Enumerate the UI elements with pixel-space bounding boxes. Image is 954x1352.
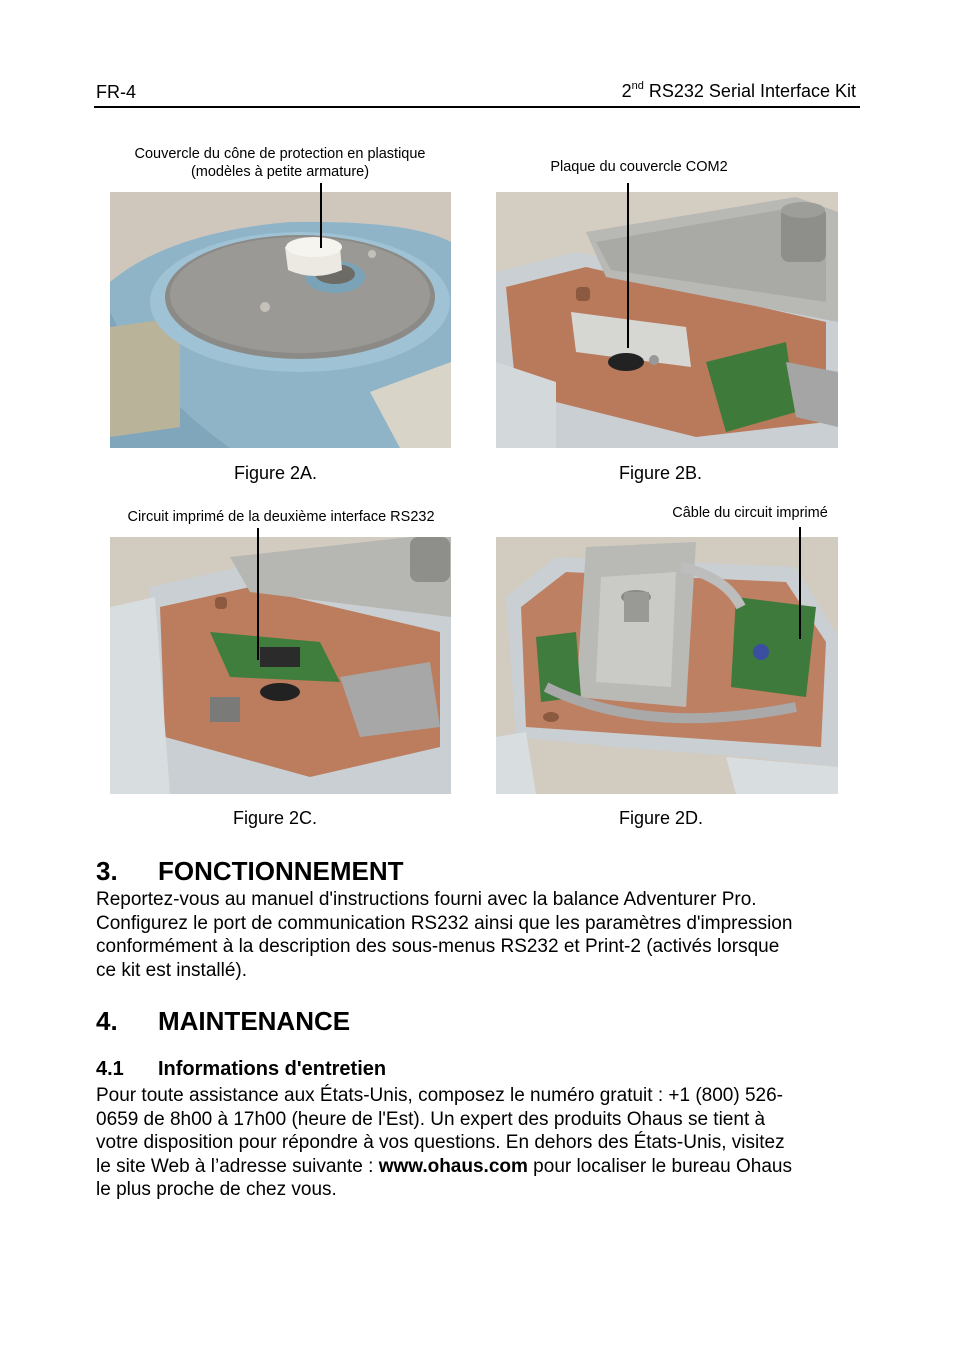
header-rule <box>94 106 860 108</box>
section-3-line-4: ce kit est installé). <box>96 959 247 981</box>
figure-2b-callout-line1: Plaque du couvercle COM2 <box>550 159 728 175</box>
figure-2c-leader-line <box>257 528 259 660</box>
section-3-body <box>96 888 866 982</box>
section-4-1-number: 4.1 <box>96 1058 124 1080</box>
title-rest: RS232 Serial Interface Kit <box>643 81 856 101</box>
section-4-1-heading <box>96 1058 386 1081</box>
document-title <box>622 80 856 102</box>
figure-2a-callout-line1: Couvercle du cône de protection en plastique <box>134 146 426 162</box>
section-4-1-line-4 <box>96 1155 866 1179</box>
figure-2a-callout <box>110 145 450 181</box>
figure-2c-callout-line1: Circuit imprimé de la deuxième interface RS232 <box>127 509 435 525</box>
figure-2b-label: Figure 2B. <box>619 463 703 483</box>
section-4-title: MAINTENANCE <box>158 1006 351 1036</box>
section-4-1-line-5: le plus proche de chez vous. <box>96 1179 337 1200</box>
figure-2a-leader-line <box>320 183 322 248</box>
page-number: FR-4 <box>96 82 136 102</box>
figure-2b-photo <box>496 192 838 448</box>
section-3-title: FONCTIONNEMENT <box>158 856 404 886</box>
figure-2c-photo <box>110 537 451 794</box>
figure-2d-label: Figure 2D. <box>619 808 704 828</box>
figure-2d-leader-line <box>799 527 801 639</box>
figure-2a-photo <box>110 192 451 448</box>
title-superscript: nd <box>631 80 644 92</box>
section-4-1-body <box>96 1084 866 1202</box>
section-3-number: 3. <box>96 856 118 886</box>
figure-2b-callout <box>496 158 782 176</box>
section-4-heading <box>96 1006 350 1037</box>
figure-2b-leader-line <box>627 183 629 348</box>
section-3-line-2: Configurez le port de communication RS232 ainsi que les paramètres d'impression <box>96 912 793 934</box>
figure-2a-callout-line2: (modèles à petite armature) <box>190 164 370 180</box>
figure-2d-callout <box>650 504 850 522</box>
section-4-1-line-3: votre disposition pour répondre à vos questions. En dehors des États-Unis, visitez <box>96 1132 785 1153</box>
figure-2d-callout-line1: Câble du circuit imprimé <box>672 505 828 521</box>
website-link[interactable]: www.ohaus.com <box>378 1155 528 1177</box>
section-4-1-title: Informations d'entretien <box>158 1058 387 1080</box>
figure-2a-label: Figure 2A. <box>234 463 318 483</box>
figure-2d-photo <box>496 537 838 794</box>
section-3-line-1: Reportez-vous au manuel d'instructions fourni avec la balance Adventurer Pro. <box>96 889 757 910</box>
section-4-1-line-2: 0659 de 8h00 à 17h00 (heure de l'Est). Un expert des produits Ohaus se tient à <box>96 1108 766 1130</box>
section-3-line-3: conformément à la description des sous-menus RS232 et Print-2 (activés lorsque <box>96 936 780 957</box>
title-prefix: 2 <box>621 81 632 101</box>
figure-2c-callout <box>110 508 452 526</box>
section-4-1-line-1: Pour toute assistance aux États-Unis, composez le numéro gratuit : +1 (800) 526- <box>96 1085 783 1106</box>
section-3-heading <box>96 856 404 887</box>
section-4-number: 4. <box>96 1006 118 1036</box>
figure-2c-label: Figure 2C. <box>233 808 318 828</box>
line-4-text-after: pour localiser le bureau Ohaus <box>527 1155 792 1177</box>
line-4-text-before: le site Web à l’adresse suivante : <box>96 1155 379 1177</box>
